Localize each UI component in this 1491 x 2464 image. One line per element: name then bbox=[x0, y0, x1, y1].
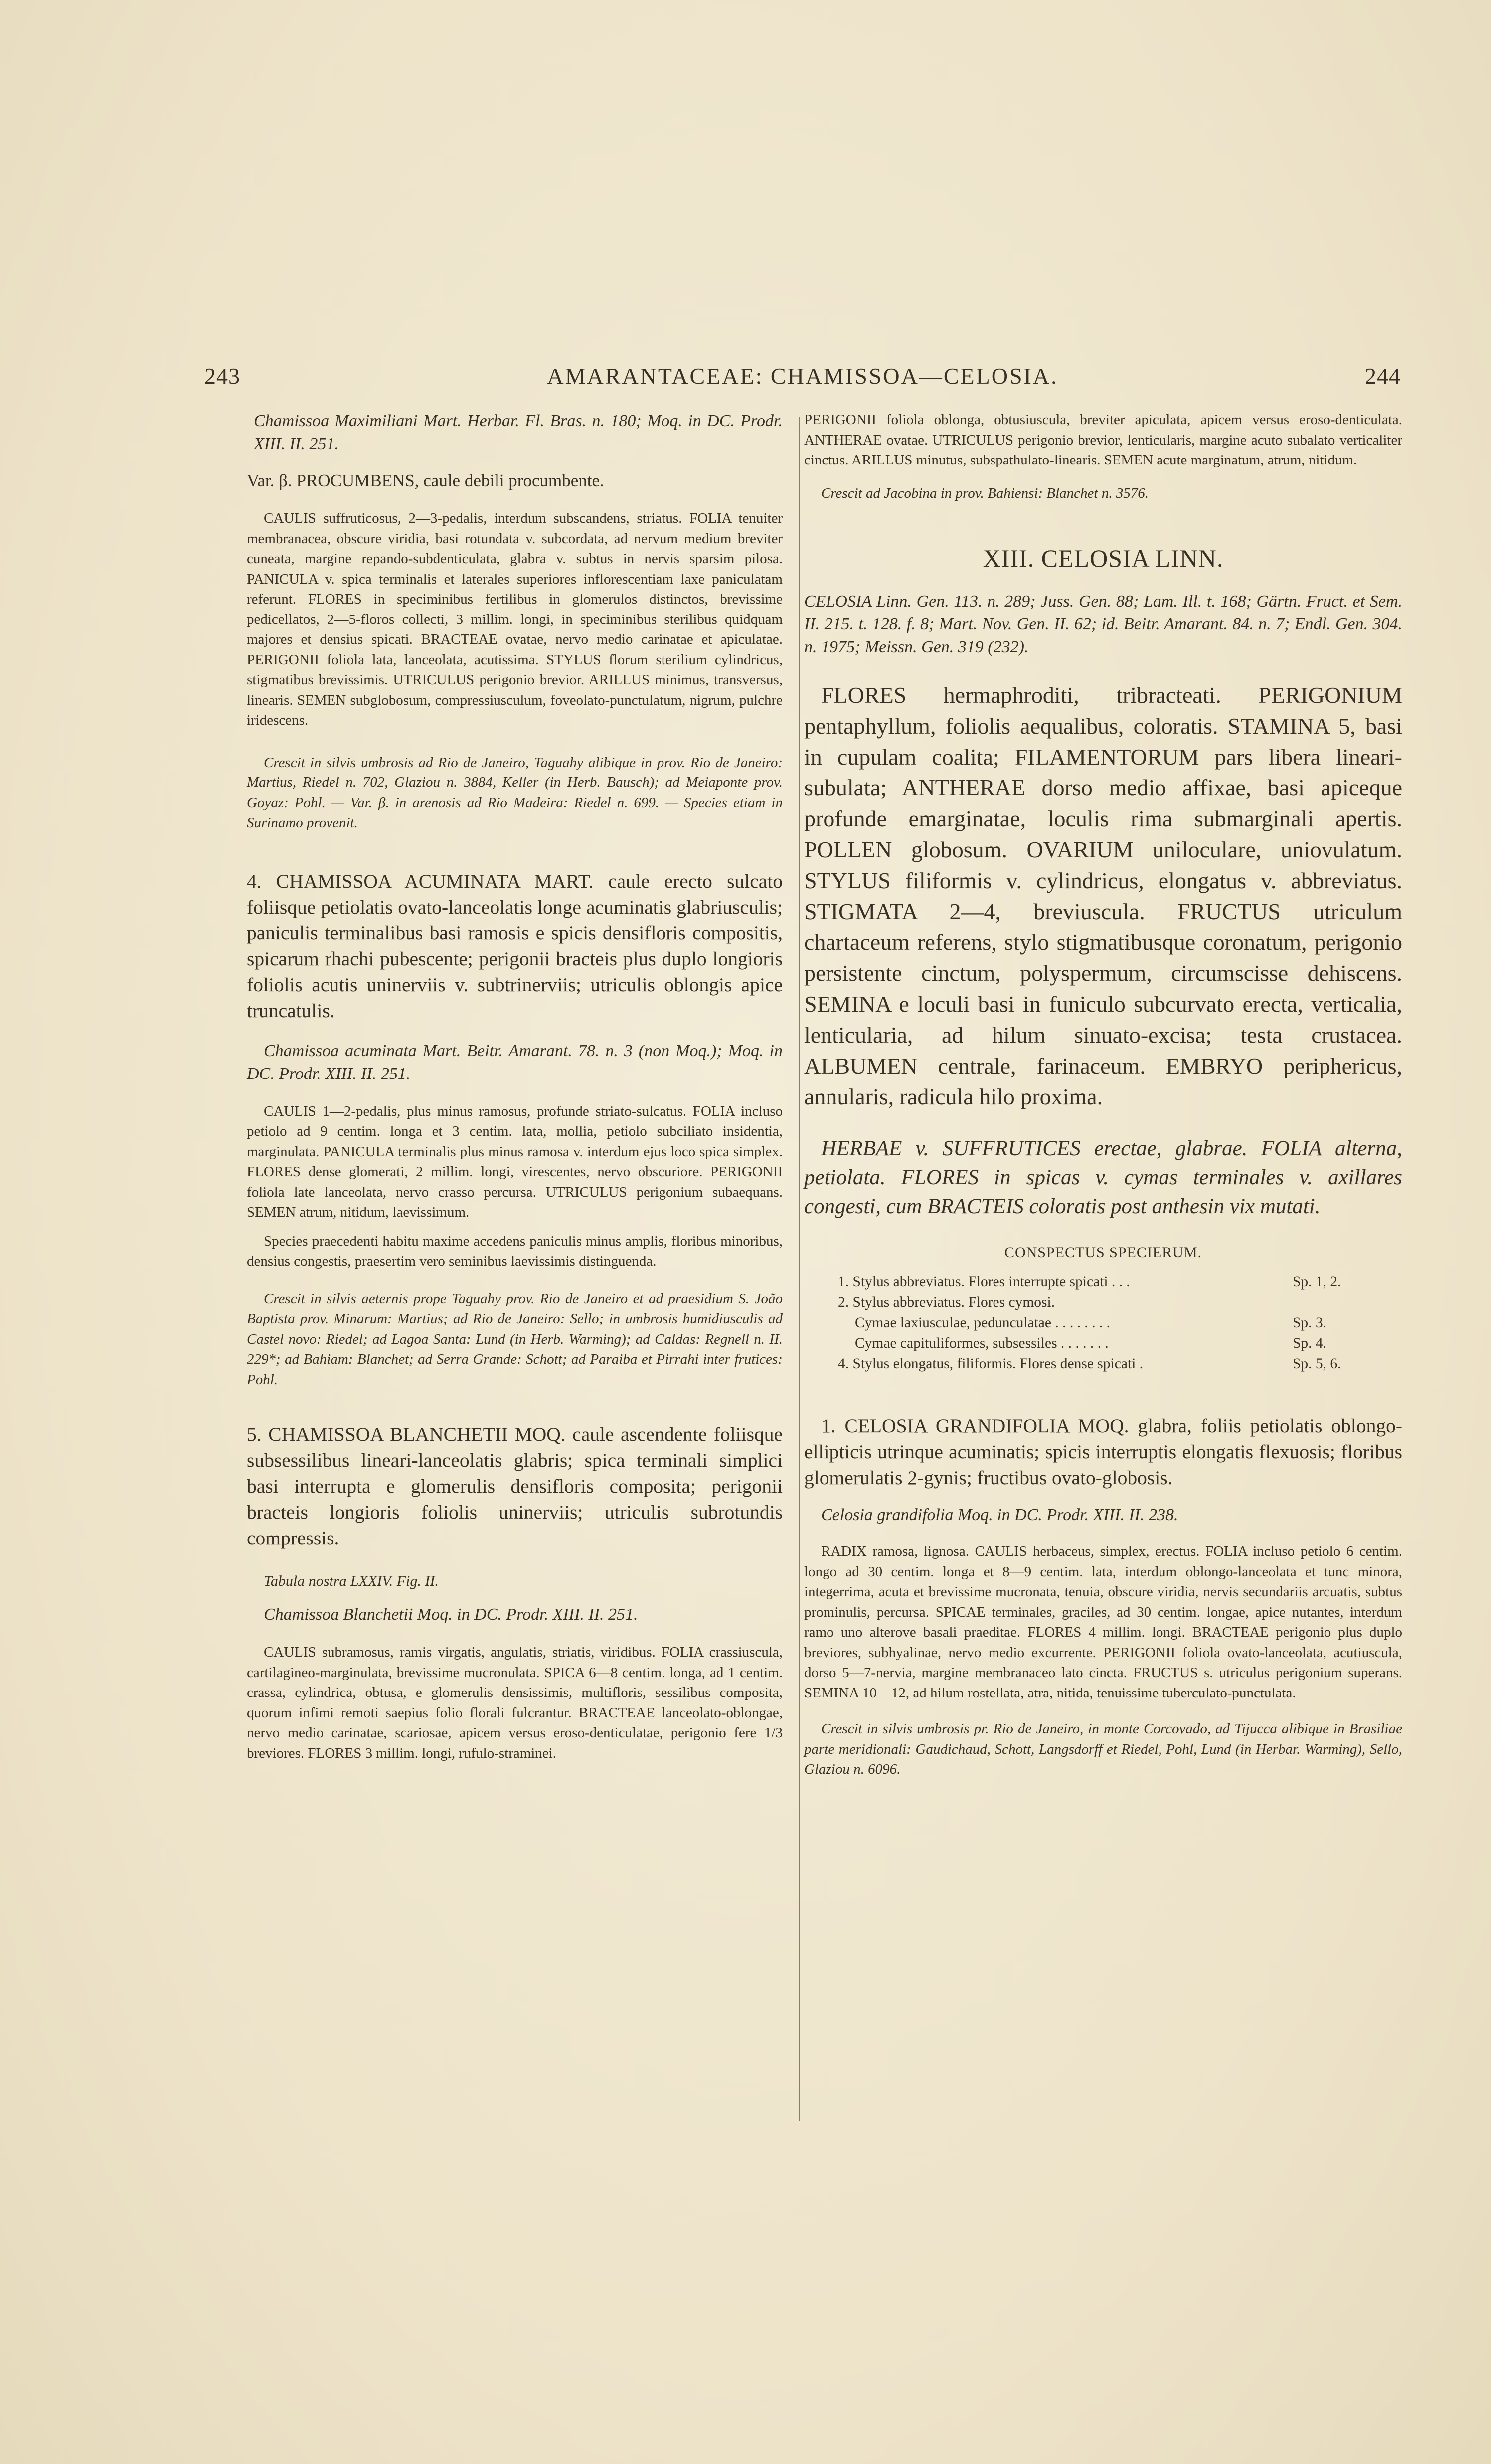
species-key bbox=[804, 1272, 1402, 1374]
key-row bbox=[838, 1292, 1367, 1313]
locality-paragraph: Crescit ad Jacobina in prov. Bahiensi: Blanchet n. 3576. bbox=[821, 485, 1149, 501]
species-diagnosis-text: caule ascendente foliisque subsessilibus lineari-lanceolatis glabris; spica terminali simplici basi interrupta e glomerulis densifloris composita; perigonii bracteis longioris foliolis uninerviis; utriculis subrotundis compressis. bbox=[247, 1423, 783, 1549]
key-row-species: Sp. 4. bbox=[1293, 1335, 1327, 1351]
key-row bbox=[838, 1333, 1367, 1354]
right-column bbox=[804, 410, 1402, 1780]
running-header bbox=[204, 363, 1401, 398]
key-row-text: 1. Stylus abbreviatus. Flores interrupte spicati . . . bbox=[838, 1274, 1130, 1290]
locality-paragraph: Crescit in silvis aeternis prope Taguahy prov. Rio de Janeiro et ad praesidium S. João Baptista prov. Minarum: Martius; ad Rio de Janeiro: Sello; in umbrosis humidiusculis ad Castel novo: Riedel; ad Lagoa Santa: Lund (in Herb. Warming); ad Caldas: Regnell n. II. 229*; ad Bahiam: Blanchet; ad Serra Grande: Schott; ad Paraiba et Pirrahi inter frutices: Pohl. bbox=[247, 1290, 783, 1387]
variety-line bbox=[247, 468, 783, 493]
description-paragraph: CAULIS suffruticosus, 2—3-pedalis, interdum subscandens, striatus. FOLIA tenuiter membranacea, obscure viridia, basi rotundata v. subcordata, ad nervum medium breviter cuneata, margine repando-subdenticulata, glabra v. subtus in nervis sparsim pilosa. PANICULA v. spica terminalis et laterales superiores inflorescentiam laxe paniculatam referunt. FLORES in speciminibus fertilibus in glomerulos distinctos, brevissime pedicellatos, 2—5-floros collecti, 3 millim. longi, in speciminibus sterilibus quidquam majores et densius spicati. BRACTEAE ovatae, nervo medio carinatae et apiculatae. PERIGONII foliola lata, lanceolata, acutissima. STYLUS florum sterilium cylindricus, stigmatibus brevissimis. UTRICULUS perigonio brevior. ARILLUS minimus, transversus, linearis. SEMEN subglobosum, compressiusculum, foveolato-punctulatum, nigrum, pulchre iridescens. bbox=[247, 510, 783, 728]
variety-label: Var. β. bbox=[247, 471, 292, 490]
species-diagnosis bbox=[247, 1421, 783, 1551]
locality-paragraph: Crescit in silvis umbrosis ad Rio de Janeiro, Taguahy alibique in prov. Rio de Janeiro: Martius, Riedel n. 702, Glaziou n. 3884, Keller (in Herb. Bausch); ad Meiaponte prov. Goyaz: Pohl. — Var. β. in arenosis ad Rio Madeira: Riedel n. 699. — Species etiam in Surinamo provenit. bbox=[247, 754, 783, 831]
plate-reference: Tabula nostra LXXIV. Fig. II. bbox=[264, 1573, 439, 1589]
species-diagnosis-text: caule erecto sulcato foliisque petiolatis ovato-lanceolatis longe acuminatis glabriusculis; paniculis terminalibus basi ramosis e spicis densifloris compositis, spicarum rhachi pubescente; perigonii bracteis plus duplo longioris foliolis acutis uninerviis v. subtrinerviis; utriculis oblongis apice truncatulis. bbox=[247, 870, 783, 1022]
genus-description: FLORES hermaphroditi, tribracteati. PERIGONIUM pentaphyllum, foliolis aequalibus, coloratis. STAMINA 5, basi in cupulam coalita; FILAMENTORUM pars libera lineari-subulata; ANTHERAE dorso medio affixae, basi apiceque profunde emarginatae, loculis rima submarginali apertis. POLLEN globosum. OVARIUM uniloculare, uniovulatum. STYLUS filiformis v. cylindricus, elongatus v. abbreviatus. STIGMATA 2—4, breviuscula. FRUCTUS utriculum chartaceum referens, stylo stigmatibusque coronatum, perigonio persistente cinctum, polyspermum, circumscisse dehiscens. SEMINA e loculi basi in funiculo subcurvato erecta, verticalia, lenticularia, ad hilum sinuato-excisa; testa crustacea. ALBUMEN centrale, farinaceum. EMBRYO periphericus, annularis, radicula hilo proxima. bbox=[804, 682, 1402, 1109]
locality-paragraph: Crescit in silvis umbrosis pr. Rio de Janeiro, in monte Corcovado, ad Tijucca alibique in Brasiliae parte meridionali: Gaudichaud, Schott, Langsdorff et Riedel, Pohl, Lund (in Herbar. Warming), Sello, Glaziou n. 6096. bbox=[804, 1721, 1402, 1777]
synonym-reference: Chamissoa Blanchetii Moq. in DC. Prodr. XIII. II. 251. bbox=[264, 1605, 638, 1624]
species-diagnosis bbox=[804, 1413, 1402, 1491]
key-row-species: Sp. 3. bbox=[1293, 1315, 1327, 1331]
conspectus-heading: CONSPECTUS SPECIERUM. bbox=[1004, 1244, 1202, 1261]
key-row bbox=[838, 1313, 1367, 1333]
species-heading: 5. CHAMISSOA BLANCHETII MOQ. bbox=[247, 1423, 566, 1445]
running-title: AMARANTACEAE: CHAMISSOA—CELOSIA. bbox=[547, 363, 1058, 389]
key-row-species: Sp. 1, 2. bbox=[1293, 1274, 1341, 1290]
species-heading: 1. CELOSIA GRANDIFOLIA MOQ. bbox=[821, 1415, 1129, 1437]
description-continuation: PERIGONII foliola oblonga, obtusiuscula, breviter apiculata, apicem versus eroso-denticulata. ANTHERAE ovatae. UTRICULUS perigonio brevior, lenticularis, margine acuto subalato verticaliter cinctus. ARILLUS minutus, subspathulato-linearis. SEMEN acute marginatum, atrum, nitidum. bbox=[804, 412, 1402, 468]
species-diagnosis bbox=[247, 868, 783, 1024]
variety-name: PROCUMBENS bbox=[296, 471, 415, 490]
key-row-text: Cymae laxiusculae, pedunculatae . . . . . . . . bbox=[855, 1315, 1110, 1331]
species-heading: 4. CHAMISSOA ACUMINATA MART. bbox=[247, 870, 594, 892]
key-row-text: 4. Stylus elongatus, filiformis. Flores dense spicati . bbox=[838, 1356, 1144, 1372]
synonym-reference: Chamissoa Maximiliani Mart. Herbar. Fl. Bras. n. 180; Moq. in DC. Prodr. XIII. II. 251. bbox=[254, 412, 783, 453]
description-paragraph: CAULIS subramosus, ramis virgatis, angulatis, striatis, viridibus. FOLIA crassiuscula, cartilagineo-marginulata, brevissime mucronulata. SPICA 6—8 centim. longa, ad 1 centim. crassa, cylindrica, obtusa, e glomerulis densissimis, multifloris, sessilibus composita, quorum infimi remoti saepius folio florali fulcrantur. BRACTEAE lanceolato-oblongae, nervo medio carinatae, scariosae, apicem versus eroso-denticulatae, perigonio fere 1/3 breviores. FLORES 3 millim. longi, rufulo-straminei. bbox=[247, 1644, 783, 1761]
key-row-text: Cymae capituliformes, subsessiles . . . . . . . bbox=[855, 1335, 1109, 1351]
key-row-species bbox=[1293, 1292, 1367, 1313]
description-paragraph: CAULIS 1—2-pedalis, plus minus ramosus, profunde striato-sulcatus. FOLIA incluso petiolo ad 9 centim. longa et 3 centim. lata, mollia, petiolo subciliato insidentia, marginulata. PANICULA terminalis plus minus ramosa v. interdum ejus loco spica simplex. FLORES dense glomerati, 2 millim. longi, virescentes, nervo obscuriore. PERIGONII foliola late lanceolata, nervo crasso percursa. UTRICULUS perigonium subaequans. SEMEN atrum, nitidum, laevissimum. bbox=[247, 1103, 783, 1220]
synonym-reference: Chamissoa acuminata Mart. Beitr. Amarant. 78. n. 3 (non Moq.); Moq. in DC. Prodr. XIII. II. 251. bbox=[247, 1041, 783, 1083]
key-row-text: 2. Stylus abbreviatus. Flores cymosi. bbox=[838, 1294, 1055, 1310]
key-row-species: Sp. 5, 6. bbox=[1293, 1356, 1341, 1372]
genus-heading: XIII. CELOSIA LINN. bbox=[983, 544, 1224, 572]
left-column bbox=[247, 410, 783, 1763]
genus-habit: HERBAE v. SUFFRUTICES erectae, glabrae. FOLIA alterna, petiolata. FLORES in spicas v. cymas terminales v. axillares congesti, cum BRACTEIS coloratis post anthesin vix mutati. bbox=[804, 1137, 1402, 1218]
note-paragraph: Species praecedenti habitu maxime accedens paniculis minus amplis, floribus minoribus, densius congestis, praesertim vero seminibus laevissimis distinguenda. bbox=[247, 1233, 783, 1269]
species-diagnosis-text: glabra, foliis petiolatis oblongo-ellipticis utrinque acuminatis; spicis interruptis elongatis flexuosis; floribus glomerulatis 2-gynis; fructibus ovato-globosis. bbox=[804, 1415, 1402, 1489]
synonym-reference: Celosia grandifolia Moq. in DC. Prodr. XIII. II. 238. bbox=[821, 1506, 1178, 1524]
key-row bbox=[838, 1354, 1367, 1374]
page-number-right: 244 bbox=[1365, 363, 1401, 389]
description-paragraph: RADIX ramosa, lignosa. CAULIS herbaceus, simplex, erectus. FOLIA incluso petiolo 6 centim. longo ad 30 centim. longa et 8—9 centim. lata, interdum oblongo-lanceolata et tunc minora, integerrima, acuta et brevissime mucronata, tenuia, obscure viridia, nervis secundariis arcuatis, subtus prominulis, percursa. SPICAE terminales, graciles, ad 30 centim. longae, apice nutantes, interdum ramo uno alterove basali praeditae. FLORES 4 millim. longi. BRACTEAE perigonio plus duplo breviores, subhyalinae, nervo medio excurrente. PERIGONII foliola ovato-lanceolata, acutiuscula, dorso 5—7-nervia, margine membranaceo lato cincta. FRUCTUS s. utriculus perigonium superans. SEMINA 10—12, ad hilum rostellata, atra, nitida, tenuissime tuberculato-punctulata. bbox=[804, 1543, 1402, 1701]
key-row bbox=[838, 1272, 1367, 1292]
page-number-left: 243 bbox=[204, 363, 240, 389]
column-divider bbox=[799, 417, 800, 2121]
variety-text: , caule debili procumbente. bbox=[414, 471, 604, 490]
genus-reference: CELOSIA Linn. Gen. 113. n. 289; Juss. Gen. 88; Lam. Ill. t. 168; Gärtn. Fruct. et Sem. II. 215. t. 128. f. 8; Mart. Nov. Gen. II. 62; id. Beitr. Amarant. 84. n. 7; Endl. Gen. 304. n. 1975; Meissn. Gen. 319 (232). bbox=[804, 592, 1402, 656]
